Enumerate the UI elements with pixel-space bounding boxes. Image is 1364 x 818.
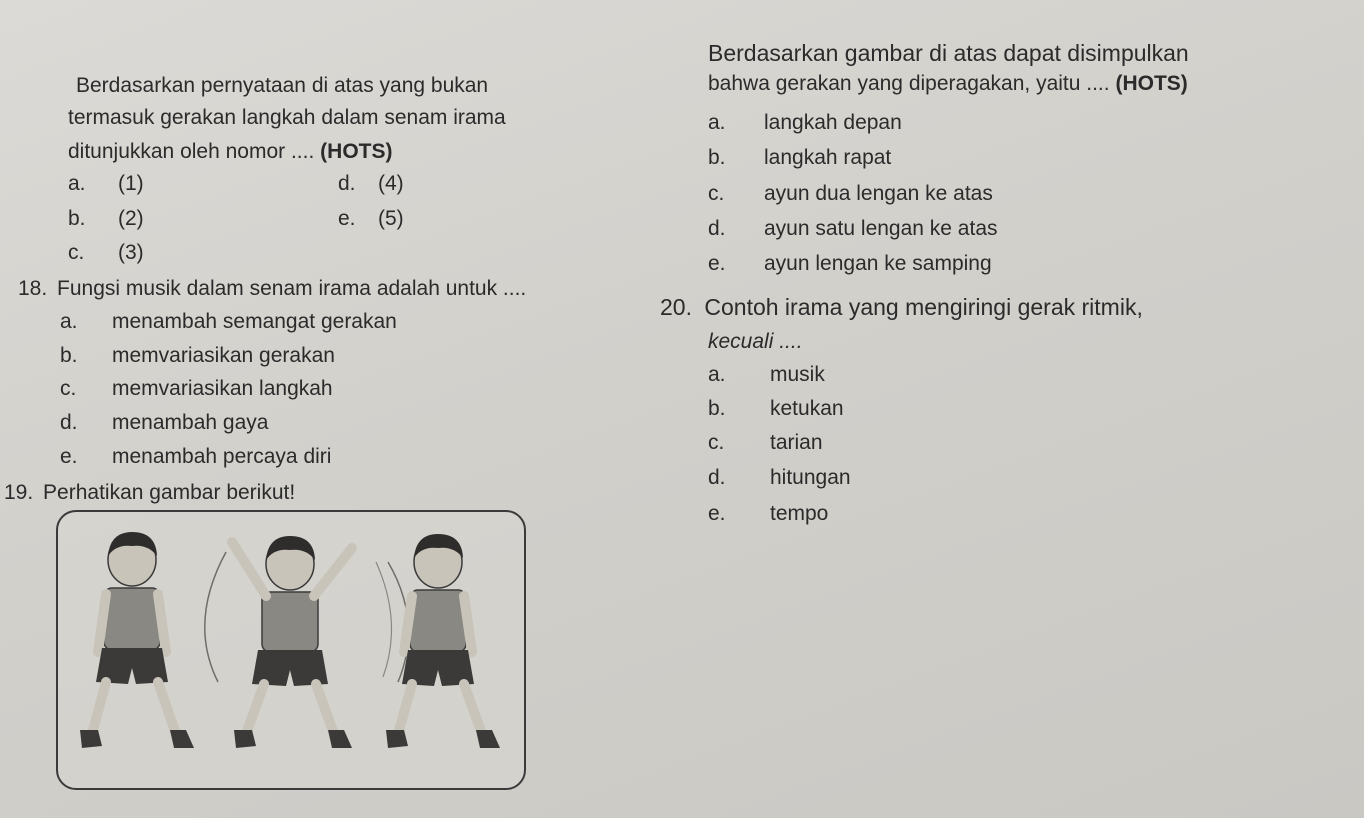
q17-stem-line1: Berdasarkan pernyataan di atas yang bukan [76,74,489,97]
q19-figure-illustration [58,512,524,788]
q17-hots-tag: (HOTS) [320,140,393,163]
q20-option-a-letter: a. [708,363,726,386]
figure-1-arms-down [80,532,194,748]
q17-option-d-letter: d. [338,172,356,195]
q19-option-b-letter: b. [708,146,726,169]
q18-option-d[interactable] [60,411,269,435]
q19-option-b[interactable] [708,146,892,170]
q20-option-d-text: hitungan [770,466,851,489]
q19-option-b-text: langkah rapat [764,146,892,169]
q19-figure [56,510,526,790]
q19-question-line2 [708,72,1188,96]
q17-option-c-letter: c. [68,241,85,264]
q17-stem-line3 [68,140,392,164]
swing-arc-right-inner [376,562,392,677]
q20-stem-kecuali: kecuali .... [708,330,803,353]
q19-option-d-letter: d. [708,217,726,240]
q19-question-line2-text: bahwa gerakan yang diperagakan, yaitu .... [708,72,1116,95]
q19-hots-tag: (HOTS) [1115,72,1188,95]
q19-option-a-text: langkah depan [764,111,902,134]
q17-option-b-letter: b. [68,207,86,230]
q18-option-a-letter: a. [60,310,78,333]
q19-option-e-letter: e. [708,252,726,275]
q17-option-e[interactable] [338,207,404,231]
q17-option-b[interactable] [68,207,144,231]
q19-option-d-text: ayun satu lengan ke atas [764,217,998,240]
q17-option-d[interactable] [338,172,404,196]
q20-option-e[interactable] [708,502,829,526]
q18-option-e-text: menambah percaya diri [112,445,332,468]
q18-option-b[interactable] [60,344,335,368]
q17-option-d-text: (4) [378,172,404,195]
q18-option-b-letter: b. [60,344,78,367]
q19-option-e-text: ayun lengan ke samping [764,252,992,275]
q18-option-d-text: menambah gaya [112,411,269,434]
q20-stem-text: Contoh irama yang mengiringi gerak ritmik, [704,294,1143,320]
q20-stem [660,294,1143,320]
q18-option-a-text: menambah semangat gerakan [112,310,397,333]
figure-2-arms-up [232,536,352,748]
q20-option-d-letter: d. [708,466,726,489]
q17-option-e-text: (5) [378,207,404,230]
q18-stem [18,277,526,301]
swing-arc-left [205,552,226,682]
q19-option-c-letter: c. [708,182,725,205]
q19-option-a-letter: a. [708,111,726,134]
q20-option-b-text: ketukan [770,397,844,420]
q17-option-a[interactable] [68,172,144,196]
q17-option-a-letter: a. [68,172,86,195]
q19-option-a[interactable] [708,111,902,135]
q19-number: 19. [4,481,34,504]
q19-stem-text: Perhatikan gambar berikut! [43,481,296,504]
q18-option-c-letter: c. [60,377,77,400]
q20-option-b-letter: b. [708,397,726,420]
q20-option-d[interactable] [708,466,851,490]
q20-option-a[interactable] [708,363,825,387]
q20-option-c-text: tarian [770,431,823,454]
q20-option-a-text: musik [770,363,825,386]
q18-option-b-text: memvariasikan gerakan [112,344,335,367]
q17-option-a-text: (1) [118,172,144,195]
figure-3-arms-down [386,534,500,748]
q17-stem-line2: termasuk gerakan langkah dalam senam irama [68,106,506,129]
q18-option-e-letter: e. [60,445,78,468]
q18-stem-text: Fungsi musik dalam senam irama adalah untuk .... [57,277,527,300]
q18-option-c-text: memvariasikan langkah [112,377,333,400]
q19-option-e[interactable] [708,252,992,276]
q19-option-d[interactable] [708,217,998,241]
q19-stem [4,481,295,505]
q19-option-c[interactable] [708,182,993,206]
q20-option-c-letter: c. [708,431,725,454]
q17-option-b-text: (2) [118,207,144,230]
q17-option-e-letter: e. [338,207,356,230]
q17-option-c[interactable] [68,241,144,265]
q17-option-c-text: (3) [118,241,144,264]
q20-option-b[interactable] [708,397,844,421]
q18-option-c[interactable] [60,377,333,401]
q18-option-d-letter: d. [60,411,78,434]
q18-option-e[interactable] [60,445,332,469]
q19-question-line1: Berdasarkan gambar di atas dapat disimpulkan [708,40,1189,66]
q18-option-a[interactable] [60,310,397,334]
q20-option-e-letter: e. [708,502,726,525]
q20-number: 20. [660,294,692,320]
q17-stem-line3-text: ditunjukkan oleh nomor .... [68,140,321,163]
q18-number: 18. [18,277,48,300]
q20-option-c[interactable] [708,431,823,455]
q19-option-c-text: ayun dua lengan ke atas [764,182,993,205]
q20-option-e-text: tempo [770,502,829,525]
